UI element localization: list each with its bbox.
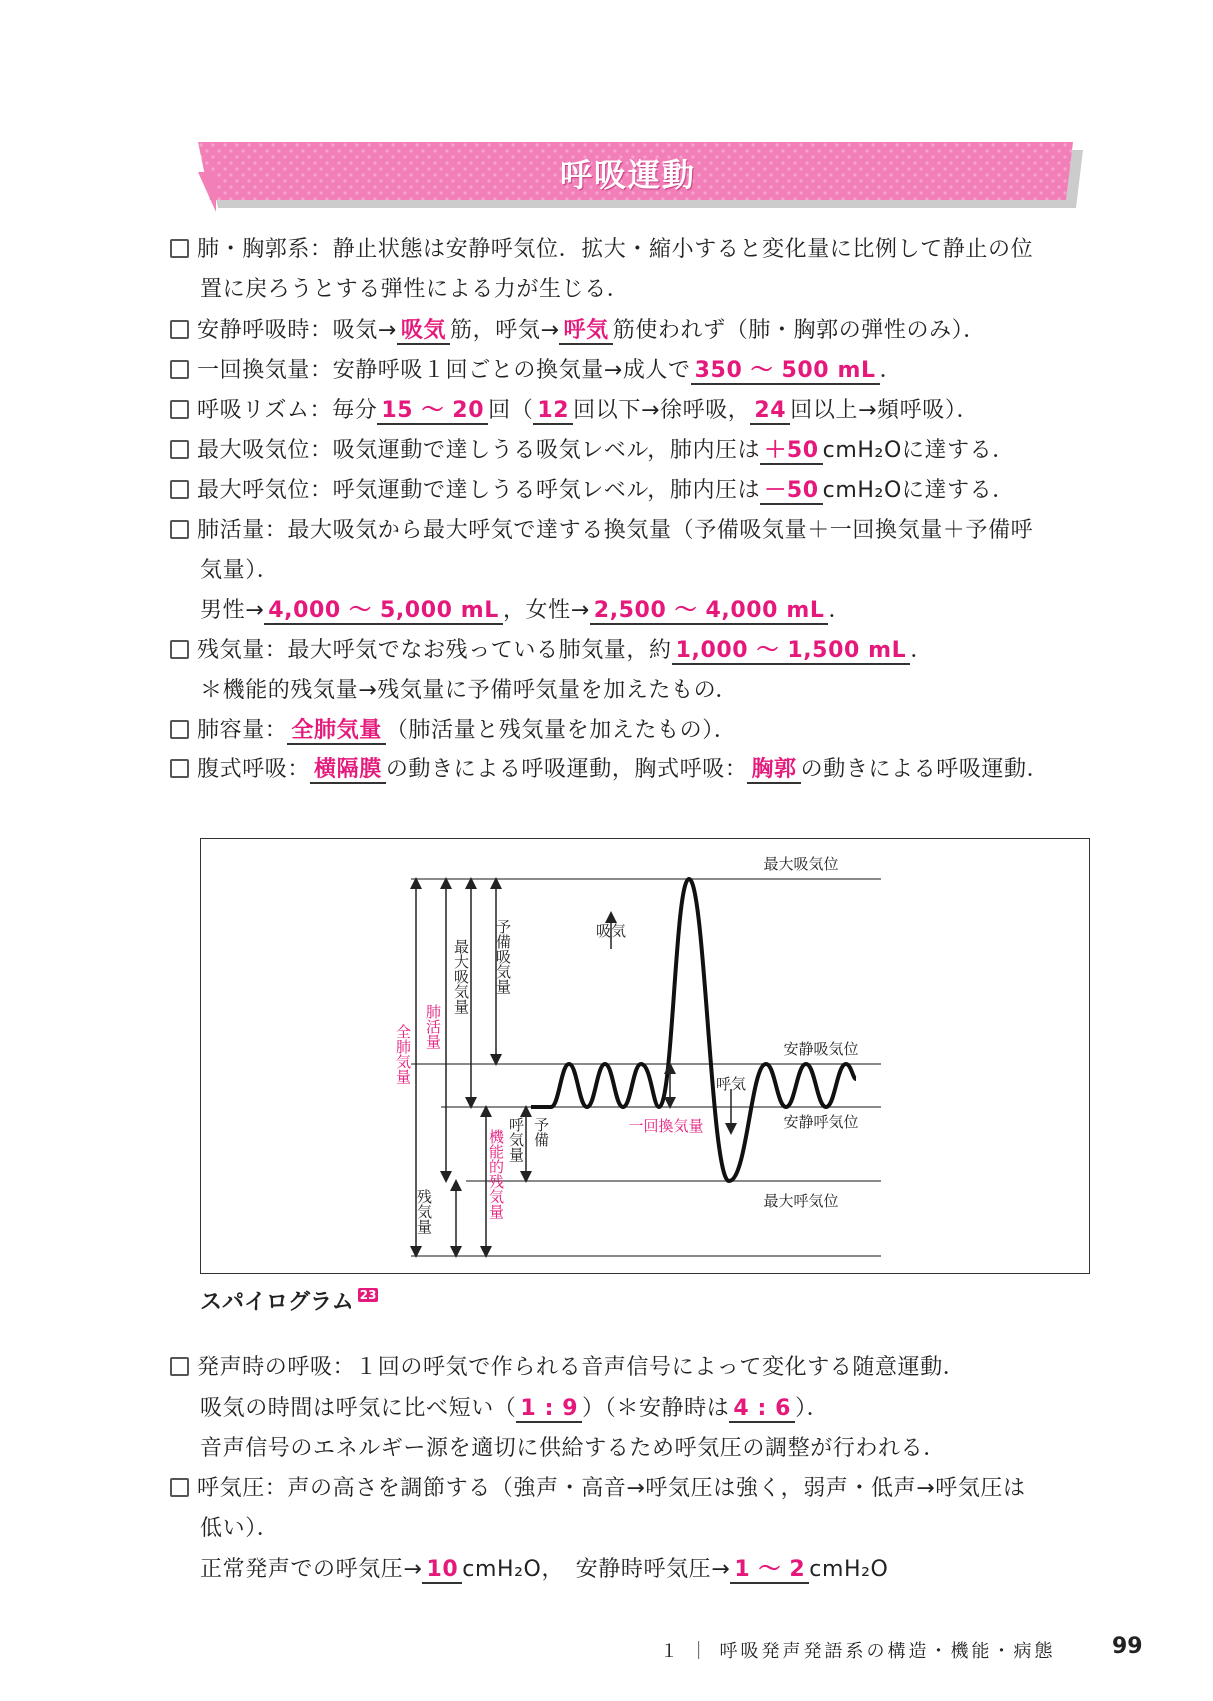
item-text: 発声時の呼吸：１回の呼気で作られる音声信号によって変化する随意運動． bbox=[197, 1355, 966, 1380]
keyword-answer: －50 bbox=[760, 478, 822, 505]
item-text: 最大吸気位：吸気運動で達しうる吸気レベル，肺内圧は bbox=[197, 438, 761, 463]
checklist-item bbox=[170, 438, 1015, 464]
checkbox[interactable] bbox=[170, 320, 189, 339]
item-text: 肺容量： bbox=[197, 718, 288, 743]
checkbox[interactable] bbox=[170, 440, 189, 459]
keyword-answer: 横隔膜 bbox=[310, 757, 386, 784]
label-total: 全肺気量 bbox=[394, 1024, 412, 1084]
label-max-insp: 最大吸気位 bbox=[763, 855, 839, 873]
label-insp: 吸気 bbox=[595, 922, 627, 940]
checklist-item-continuation bbox=[200, 1396, 829, 1422]
keyword-answer: 10 bbox=[422, 1557, 462, 1584]
label-vc: 肺活量 bbox=[424, 1004, 442, 1049]
item-text: 呼吸リズム：毎分 bbox=[197, 398, 378, 423]
item-text: 残気量：最大呼気でなお残っている肺気量，約 bbox=[197, 638, 672, 663]
keyword-answer: 350 ～ 500 mL bbox=[691, 358, 880, 385]
item-text: 正常発声での呼気圧→ bbox=[200, 1557, 423, 1582]
item-text: 回以下→徐呼吸， bbox=[573, 398, 751, 423]
title-banner bbox=[198, 142, 1083, 202]
checklist-item bbox=[170, 757, 1049, 783]
checklist-item bbox=[170, 478, 1015, 504]
item-text: 置に戻ろうとする弾性による力が生じる． bbox=[200, 277, 630, 302]
label-ic: 最大吸気量 bbox=[452, 939, 470, 1014]
keyword-answer: 呼気 bbox=[559, 318, 612, 345]
checkbox[interactable] bbox=[170, 480, 189, 499]
page-title: 呼吸運動 bbox=[559, 156, 696, 194]
item-text: の動きによる呼吸運動，胸式呼吸： bbox=[385, 757, 748, 782]
label-rest-insp: 安静吸気位 bbox=[783, 1040, 859, 1058]
label-erv-a: 予備 bbox=[532, 1117, 550, 1147]
item-text: 最大呼気位：呼気運動で達しうる呼気レベル，肺内圧は bbox=[197, 478, 761, 503]
keyword-answer: 2,500 ～ 4,000 mL bbox=[590, 598, 829, 625]
keyword-answer: 吸気 bbox=[397, 318, 450, 345]
checkbox[interactable] bbox=[170, 1357, 189, 1376]
keyword-answer: 24 bbox=[750, 398, 790, 425]
item-text: cmH₂Oに達する． bbox=[822, 478, 1015, 503]
keyword-answer: 1 ～ 2 bbox=[730, 1557, 809, 1584]
checklist-item bbox=[170, 358, 902, 384]
checkbox[interactable] bbox=[170, 400, 189, 419]
checkbox[interactable] bbox=[170, 239, 189, 258]
keyword-answer: 15 ～ 20 bbox=[377, 398, 488, 425]
item-text: 回以上→頻呼吸）． bbox=[790, 398, 980, 423]
item-text: 気量）． bbox=[200, 558, 280, 583]
label-erv-b: 呼気量 bbox=[507, 1117, 525, 1162]
checklist-item bbox=[170, 638, 933, 664]
item-text: ． bbox=[910, 638, 933, 663]
label-frc: 機能的残気量 bbox=[487, 1129, 505, 1219]
checklist-item bbox=[170, 237, 1033, 263]
checklist-item-continuation bbox=[200, 678, 738, 704]
item-text: 吸気の時間は呼気に比べ短い（ bbox=[200, 1396, 517, 1421]
footer-chapter: １ ｜ 呼吸発声発語系の構造・機能・病態 bbox=[660, 1641, 1056, 1662]
label-tv: 一回換気量 bbox=[628, 1117, 704, 1135]
checkbox[interactable] bbox=[170, 759, 189, 778]
checklist-item-continuation bbox=[200, 1436, 946, 1462]
page-number: 99 bbox=[1112, 1634, 1143, 1659]
label-irv: 予備吸気量 bbox=[494, 919, 512, 994]
item-text: 低い）． bbox=[200, 1516, 280, 1541]
label-rv: 残気量 bbox=[415, 1189, 433, 1234]
item-text: cmH₂Oに達する． bbox=[822, 438, 1015, 463]
keyword-answer: 1,000 ～ 1,500 mL bbox=[672, 638, 911, 665]
item-text: 呼気圧：声の高さを調節する（強声・高音→呼気圧は強く，弱声・低声→呼気圧は bbox=[197, 1476, 1026, 1501]
item-text: の動きによる呼吸運動． bbox=[800, 757, 1050, 782]
item-text: 肺活量：最大吸気から最大呼気で達する換気量（予備吸気量＋一回換気量＋予備呼 bbox=[197, 518, 1034, 543]
spirogram-diagram bbox=[200, 838, 1090, 1274]
checkbox[interactable] bbox=[170, 1478, 189, 1497]
checklist-item-continuation bbox=[200, 1557, 888, 1583]
item-text: 回（ bbox=[488, 398, 534, 423]
checklist-item bbox=[170, 398, 979, 424]
label-max-exp: 最大呼気位 bbox=[763, 1192, 839, 1210]
checklist-item bbox=[170, 718, 736, 744]
keyword-answer: 12 bbox=[533, 398, 573, 425]
checklist-item-continuation bbox=[200, 598, 851, 624]
item-text: cmH₂O， 安静時呼気圧→ bbox=[462, 1557, 731, 1582]
item-text: 肺・胸郭系：静止状態は安静呼気位．拡大・縮小すると変化量に比例して静止の位 bbox=[197, 237, 1034, 262]
label-exp: 呼気 bbox=[715, 1075, 747, 1093]
checkbox[interactable] bbox=[170, 360, 189, 379]
item-text: ）（＊安静時は bbox=[582, 1396, 730, 1421]
item-text: （肺活量と残気量を加えたもの）． bbox=[385, 718, 737, 743]
item-text: 安静呼吸時：吸気→ bbox=[197, 318, 397, 343]
keyword-answer: 4 : 6 bbox=[729, 1396, 795, 1423]
checkbox[interactable] bbox=[170, 640, 189, 659]
item-text: ． bbox=[879, 358, 903, 383]
keyword-answer: 胸郭 bbox=[747, 757, 800, 784]
item-text: 音声信号のエネルギー源を適切に供給するため呼気圧の調整が行われる． bbox=[200, 1436, 946, 1461]
item-text: 腹式呼吸： bbox=[197, 757, 311, 782]
checklist-item bbox=[170, 1476, 1026, 1502]
item-text: ）． bbox=[795, 1396, 830, 1421]
checkbox[interactable] bbox=[170, 520, 189, 539]
checklist-item bbox=[170, 518, 1033, 544]
item-text: 筋使われず（肺・胸郭の弾性のみ）． bbox=[612, 318, 986, 343]
keyword-answer: 4,000 ～ 5,000 mL bbox=[264, 598, 503, 625]
caption-text: スパイログラム bbox=[200, 1290, 354, 1315]
keyword-answer: 全肺気量 bbox=[287, 718, 385, 745]
keyword-answer: ＋50 bbox=[760, 438, 822, 465]
checklist-item bbox=[170, 318, 986, 344]
item-text: ． bbox=[828, 598, 852, 623]
checklist-item-continuation bbox=[200, 1516, 279, 1542]
checkbox[interactable] bbox=[170, 720, 189, 739]
item-text: cmH₂O bbox=[809, 1557, 889, 1582]
spirogram-curve bbox=[531, 879, 859, 1181]
caption-ref-badge: 23 bbox=[359, 1288, 377, 1302]
checklist-item-continuation bbox=[200, 558, 279, 584]
item-text: 筋，呼気→ bbox=[450, 318, 560, 343]
item-text: 男性→ bbox=[200, 598, 265, 623]
keyword-answer: 1 : 9 bbox=[516, 1396, 582, 1423]
checklist-item bbox=[170, 1355, 965, 1381]
figure-caption bbox=[200, 1285, 378, 1316]
checklist-item-continuation bbox=[200, 277, 629, 303]
item-text: ，女性→ bbox=[502, 598, 590, 623]
label-rest-exp: 安静呼気位 bbox=[783, 1113, 859, 1131]
item-text: 一回換気量：安静呼吸１回ごとの換気量→成人で bbox=[197, 358, 691, 383]
item-text: ＊機能的残気量→残気量に予備呼気量を加えたもの． bbox=[200, 678, 738, 703]
